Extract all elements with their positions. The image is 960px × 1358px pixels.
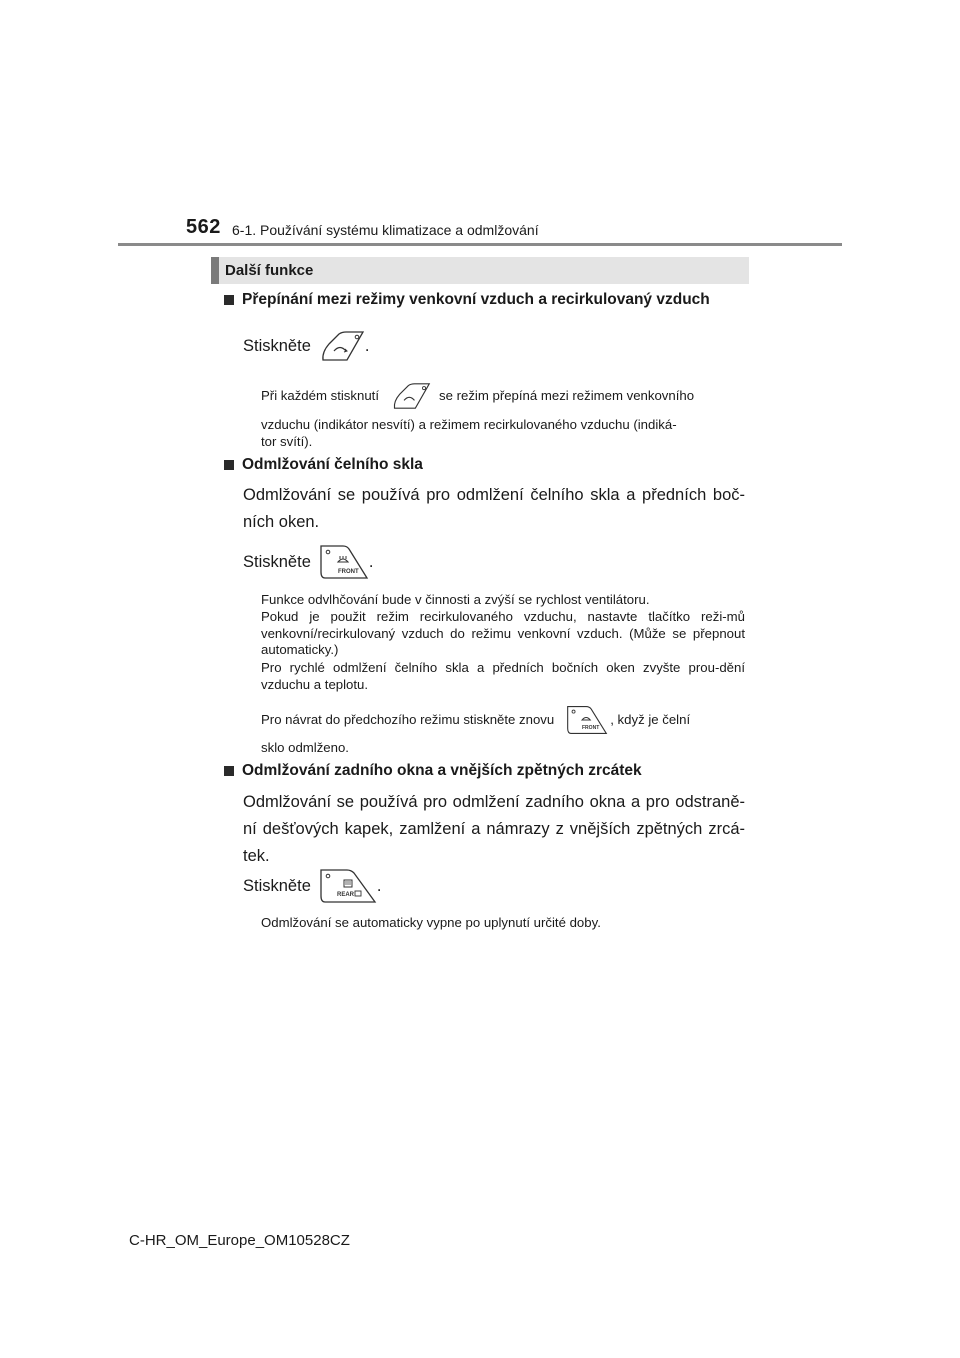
front-defroster-button-icon (319, 544, 369, 580)
document-code: C-HR_OM_Europe_OM10528CZ (129, 1232, 350, 1249)
section-accent (211, 257, 219, 284)
recirc-note-line1 (261, 381, 745, 411)
press-label: Stiskněte (243, 876, 311, 895)
heading-text: Odmlžování čelního skla (242, 456, 423, 473)
recirc-note-line3: tor svítí). (261, 434, 313, 449)
front-note4-line1 (261, 704, 745, 736)
press-label: Stiskněte (243, 552, 311, 571)
press-instruction-rear (243, 868, 743, 904)
press-instruction-recirc (243, 330, 743, 362)
heading-text: Odmlžování zadního okna a vnějších zpětných zrcátek (242, 762, 642, 779)
front-defroster-button-icon (566, 704, 608, 736)
heading-air-recirculation (224, 291, 710, 309)
front-note4-line2: sklo odmlženo. (261, 740, 349, 755)
note-text: Pro návrat do předchozího režimu stiskněte znovu (261, 711, 555, 727)
heading-windshield-defog (224, 456, 423, 474)
chapter-title: 6-1. Používání systému klimatizace a odmlžování (232, 222, 539, 238)
press-instruction-front (243, 544, 743, 580)
section-title-bar (211, 257, 749, 284)
press-label: Stiskněte (243, 336, 311, 355)
square-bullet-icon (224, 460, 234, 470)
recirc-note-line2: vzduchu (indikátor nesvítí) a režimem recirkulovaného vzduchu (indiká- (261, 417, 677, 432)
page-number: 562 (186, 216, 221, 238)
rear-label: REAR (336, 892, 354, 898)
note-text: Při každém stisknutí (261, 387, 379, 403)
rear-note: Odmlžování se automaticky vypne po uplynutí určité doby. (261, 915, 601, 930)
press-end: . (368, 552, 374, 571)
front-note2: Pokud je použit režim recirkulovaného vzduchu, nastavte tlačítko reži-mů venkovní/recirkulovaný vzduch do režimu venkovní vzduch. (Může se přepnout automaticky.) (261, 609, 745, 657)
recirculation-button-icon (391, 381, 431, 411)
note-text: se režim přepíná mezi režimem venkovního (439, 387, 695, 403)
press-end: . (376, 876, 382, 895)
section-title: Další funkce (225, 262, 314, 279)
rear-description: Odmlžování se používá pro odmlžení zadního okna a pro odstraně-ní dešťových kapek, zamlžení a námrazy z vnějších zpětných zrcá-tek. (243, 793, 745, 865)
note-text: , když je čelní (610, 711, 691, 727)
front-note3: Pro rychlé odmlžení čelního skla a předních bočních oken zvyšte prou-dění vzduchu a teplotu. (261, 660, 745, 692)
front-label: FRONT (582, 725, 600, 732)
press-end: . (364, 336, 370, 355)
square-bullet-icon (224, 766, 234, 776)
header-divider (118, 243, 842, 246)
windshield-description: Odmlžování se používá pro odmlžení čelního skla a předních boč-ních oken. (243, 486, 745, 531)
recirculation-button-icon (319, 330, 365, 362)
rear-defroster-button-icon (319, 868, 377, 904)
front-note1: Funkce odvlhčování bude v činnosti a zvýší se rychlost ventilátoru. (261, 592, 650, 607)
front-label: FRONT (337, 569, 359, 575)
square-bullet-icon (224, 295, 234, 305)
heading-rear-defog (224, 762, 642, 780)
heading-text: Přepínání mezi režimy venkovní vzduch a recirkulovaný vzduch (242, 291, 710, 308)
